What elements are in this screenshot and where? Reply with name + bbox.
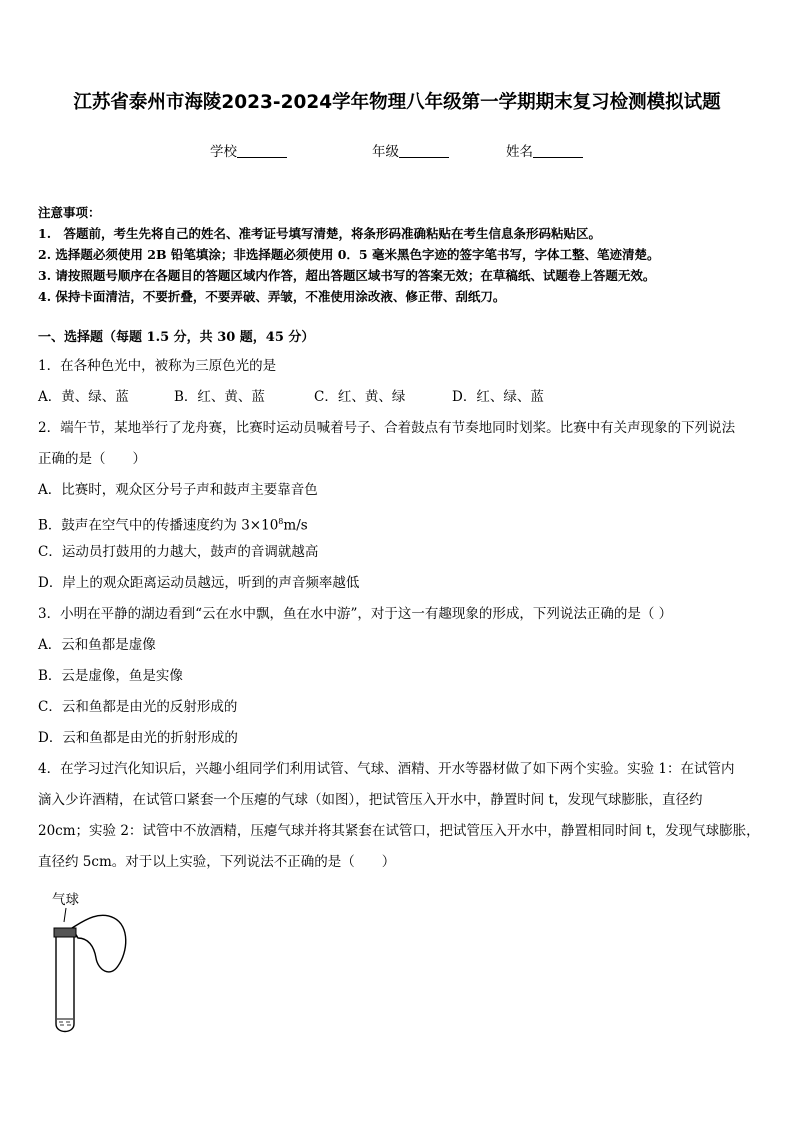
grade-field [372,140,449,160]
q1-option-d: D．红、绿、蓝 [452,389,544,405]
q1-option-c: C．红、黄、绿 [314,389,406,405]
q2-option-b-exponent: 8 [278,517,284,526]
q4-stem-line3: 20cm；实验 2：试管中不放酒精，压瘪气球并将其紧套在试管口，把试管压入开水中，静置相同时间 t，发现气球膨胀， [38,823,760,839]
q1-option-b: B．红、黄、蓝 [174,389,265,405]
notice-item: 1. 答题前，考生先将自己的姓名、准考证号填写清楚，将条形码准确粘贴在考生信息条形码粘贴区。 [38,226,602,241]
balloon-band [54,928,76,937]
name-label: 姓名 [506,144,533,160]
q2-option-a: A．比赛时，观众区分号子声和鼓声主要靠音色 [38,482,318,498]
q4-stem-line1: 4．在学习过汽化知识后，兴趣小组同学们利用试管、气球、酒精、开水等器材做了如下两个实验。实验 1：在试管内 [38,761,735,777]
q2-stem-line1: 2．端午节，某地举行了龙舟赛，比赛时运动员喊着号子、合着鼓点有节奏地同时划桨。比赛中有关声现象的下列说法 [38,420,736,436]
q4-stem-line4: 直径约 5cm。对于以上实验，下列说法不正确的是（ ） [38,854,396,870]
q3-option-b: B．云是虚像，鱼是实像 [38,668,183,684]
q2-option-b-unit: m/s [283,517,308,534]
student-info-row [0,140,794,160]
q3-stem: 3．小明在平静的湖边看到“云在水中飘，鱼在水中游”，对于这一有趣现象的形成，下列说法正确的是（ ） [38,606,673,622]
school-label: 学校 [210,144,237,160]
name-blank [533,143,583,158]
q1-options [38,382,758,413]
grade-label: 年级 [372,144,399,160]
q1-option-a: A．黄、绿、蓝 [38,389,129,405]
exam-title: 江苏省泰州市海陵2023-2024学年物理八年级第一学期期末复习检测模拟试题 [73,92,721,113]
q3-option-c: C．云和鱼都是由光的反射形成的 [38,699,238,715]
q2-option-c: C．运动员打鼓用的力越大，鼓声的音调就越高 [38,544,319,560]
test-tube [56,937,74,1032]
notice-item: 2. 选择题必须使用 2B 铅笔填涂；非选择题必须使用 0．5 毫米黑色字迹的签字笔书写，字体工整、笔迹清楚。 [38,247,660,262]
q1-stem: 1．在各种色光中，被称为三原色光的是 [38,358,277,374]
questions [38,325,758,878]
notice-block [38,202,758,307]
balloon-shape [72,915,126,972]
grade-blank [399,143,449,158]
school-field [210,140,287,160]
q2-option-b [38,506,758,537]
q2-stem-line2: 正确的是（ ） [38,451,146,467]
label-pointer-line [64,908,66,922]
test-tube-figure [38,888,138,1038]
q2-option-b-text: B．鼓声在空气中的传播速度约为 3×10 [38,517,279,534]
test-tube-balloon-drawing [38,888,138,1038]
section-heading: 一、选择题（每题 1.5 分，共 30 题，45 分） [38,330,315,345]
q4-stem-line2: 滴入少许酒精，在试管口紧套一个压瘪的气球（如图），把试管压入开水中，静置时间 t，发现气球膨胀，直径约 [38,792,703,808]
notice-item: 3. 请按照题号顺序在各题目的答题区域内作答，超出答题区域书写的答案无效；在草稿纸、试题卷上答题无效。 [38,268,656,283]
notice-item: 4. 保持卡面清洁，不要折叠，不要弄破、弄皱，不准使用涂改液、修正带、刮纸刀。 [38,289,506,304]
name-field [506,140,583,160]
q3-option-d: D．云和鱼都是由光的折射形成的 [38,730,238,746]
q3-option-a: A．云和鱼都是虚像 [38,637,156,653]
q2-option-d: D．岸上的观众距离运动员越远，听到的声音频率越低 [38,575,360,591]
school-blank [237,143,287,158]
balloon-label: 气球 [52,892,79,908]
notice-heading: 注意事项： [38,205,101,220]
